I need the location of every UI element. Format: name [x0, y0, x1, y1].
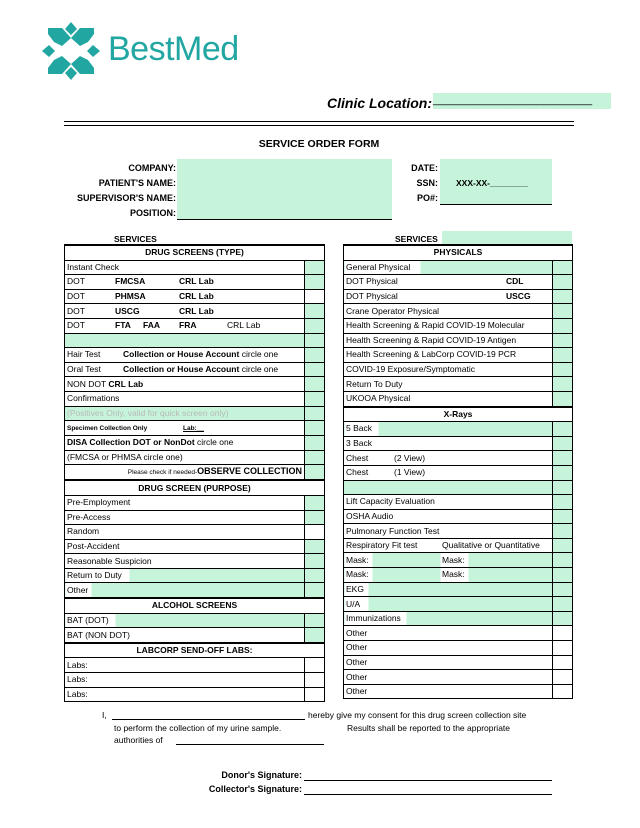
covid-pcr: Health Screening & LabCorp COVID-19 PCR [344, 348, 553, 363]
covid-pcr-box[interactable] [553, 348, 573, 363]
dot-physical-cdl-box[interactable] [553, 275, 573, 290]
dot-physical-cdl: DOT Physical CDL [344, 275, 553, 290]
labcorp-header: LABCORP SEND-OFF LABS: [65, 643, 325, 658]
other-2: Other [344, 641, 553, 656]
xray-blank-box[interactable] [553, 480, 573, 495]
table-row [344, 524, 573, 539]
other-1-box[interactable] [553, 626, 573, 641]
po-label: PO#: [416, 193, 438, 203]
disa-box[interactable] [305, 436, 325, 451]
table-row [65, 613, 325, 628]
table-row [65, 436, 325, 451]
table-row [344, 422, 573, 437]
hair-test-row: Hair Test Collection or House Account circle one [65, 348, 305, 363]
pulmonary-function: Pulmonary Function Test [344, 524, 553, 539]
table-row [344, 480, 573, 495]
table-row [65, 465, 325, 481]
left-services-table [64, 244, 325, 702]
other-3-box[interactable] [553, 655, 573, 670]
bat-dot: BAT (DOT) [65, 613, 305, 628]
consent-line-1: hereby give my consent for this drug screen collection site [308, 710, 527, 720]
logo-text: BestMed [108, 30, 239, 68]
labs-1-box[interactable] [305, 658, 325, 673]
purpose-pre-employment-box[interactable] [305, 495, 325, 510]
table-row [65, 539, 325, 554]
ekg-box[interactable] [553, 582, 573, 597]
crane-operator-box[interactable] [553, 304, 573, 319]
table-row [65, 362, 325, 377]
table-row [65, 495, 325, 510]
other-4: Other [344, 670, 553, 685]
dot-fta-row: DOT FTA FAA FRA CRL Lab [65, 318, 305, 333]
purpose-post-accident: Post-Accident [65, 539, 305, 554]
right-services-table [343, 244, 573, 699]
crane-operator: Crane Operator Physical [344, 304, 553, 319]
purpose-post-accident-box[interactable] [305, 539, 325, 554]
lift-capacity-box[interactable] [553, 495, 573, 510]
table-row [65, 406, 325, 421]
alcohol-header: ALCOHOL SCREENS [65, 598, 325, 613]
table-row [344, 348, 573, 363]
table-row [65, 318, 325, 333]
chest-2-view: Chest (2 View) [344, 451, 553, 466]
purpose-pre-employment: Pre-Employment [65, 495, 305, 510]
table-row [344, 626, 573, 641]
clinic-location-label: Clinic Location: [327, 95, 432, 111]
drug-purpose-header: DRUG SCREEN (PURPOSE) [65, 480, 325, 495]
disa-row: DISA Collection DOT or NonDot circle one [65, 436, 305, 451]
table-row [65, 673, 325, 688]
date-label: DATE: [411, 163, 438, 173]
divider-top-2 [64, 125, 574, 126]
three-back-box[interactable] [553, 436, 573, 451]
ukooa-physical: UKOOA Physical [344, 391, 553, 406]
table-row [65, 525, 325, 540]
dot-physical-uscg-box[interactable] [553, 289, 573, 304]
divider-top [64, 121, 574, 122]
date-field[interactable] [440, 159, 552, 175]
mask-row-1: Mask: Mask: [344, 553, 553, 568]
consent-name-line[interactable] [112, 708, 305, 720]
dot-phmsa-row: DOT PHMSA CRL Lab [65, 289, 305, 304]
table-row [344, 509, 573, 524]
patient-field[interactable] [177, 174, 392, 190]
table-row [344, 465, 573, 480]
chest-2-view-box[interactable] [553, 451, 573, 466]
purpose-pre-access: Pre-Access [65, 510, 305, 525]
collector-signature-label: Collector's Signature: [208, 784, 302, 794]
chest-1-view: Chest (1 View) [344, 465, 553, 480]
table-row [65, 510, 325, 525]
instant-check-box[interactable] [305, 260, 325, 275]
table-row [65, 421, 325, 436]
drug-type-header: DRUG SCREENS (TYPE) [65, 245, 325, 260]
return-to-duty-box[interactable] [553, 377, 573, 392]
table-row [344, 582, 573, 597]
purpose-random: Random [65, 525, 305, 540]
position-field[interactable] [177, 204, 392, 220]
dot-uscg-box[interactable] [305, 304, 325, 319]
donor-signature-line[interactable] [304, 768, 552, 781]
consent-i: I, [102, 710, 107, 720]
xray-blank[interactable] [344, 480, 553, 495]
purpose-return-to-duty-box[interactable] [305, 568, 325, 583]
respiratory-fit-box[interactable] [553, 538, 573, 553]
fmcsa-phmsa-row: (FMCSA or PHMSA circle one) [65, 450, 305, 465]
logo [40, 20, 280, 82]
supervisor-field[interactable] [177, 189, 392, 205]
table-row [344, 289, 573, 304]
table-row [344, 377, 573, 392]
pulmonary-function-box[interactable] [553, 524, 573, 539]
company-field[interactable] [177, 159, 392, 175]
table-row [65, 391, 325, 406]
left-services-header: SERVICES [114, 234, 157, 244]
osha-audio-box[interactable] [553, 509, 573, 524]
table-row [65, 687, 325, 702]
physicals-header: PHYSICALS [344, 245, 573, 260]
table-row [344, 304, 573, 319]
table-row [65, 333, 325, 348]
other-2-box[interactable] [553, 641, 573, 656]
blank-row-box[interactable] [305, 333, 325, 348]
general-physical-box[interactable] [553, 260, 573, 275]
supervisor-label: SUPERVISOR'S NAME: [77, 193, 176, 203]
positives-note: (Positives Only, valid for quick screen only) [65, 406, 305, 421]
three-back: 3 Back [344, 436, 553, 451]
table-row [65, 289, 325, 304]
purpose-reasonable-suspicion-box[interactable] [305, 554, 325, 569]
hair-test-box[interactable] [305, 348, 325, 363]
observe-box[interactable] [305, 465, 325, 481]
labs-2-box[interactable] [305, 673, 325, 688]
table-row [65, 260, 325, 275]
table-row [344, 362, 573, 377]
mask-row-1-box[interactable] [553, 553, 573, 568]
other-4-box[interactable] [553, 670, 573, 685]
covid-molecular-box[interactable] [553, 318, 573, 333]
other-5: Other [344, 684, 553, 699]
specimen-box[interactable] [305, 421, 325, 436]
covid-exposure: COVID-19 Exposure/Symptomatic [344, 362, 553, 377]
dot-phmsa-box[interactable] [305, 289, 325, 304]
ssn-label: SSN: [416, 178, 438, 188]
table-row [65, 377, 325, 392]
table-row [65, 628, 325, 643]
immunizations: Immunizations [344, 611, 553, 626]
logo-mark-icon [40, 20, 102, 82]
bat-non-dot: BAT (NON DOT) [65, 628, 305, 643]
five-back: 5 Back [344, 422, 553, 437]
instant-check: Instant Check [65, 260, 305, 275]
table-row [344, 538, 573, 553]
table-row [344, 451, 573, 466]
purpose-reasonable-suspicion: Reasonable Suspicion [65, 554, 305, 569]
confirmations-box[interactable] [305, 391, 325, 406]
oral-test-box[interactable] [305, 362, 325, 377]
consent-authorities-line[interactable] [176, 733, 324, 745]
bat-non-dot-box[interactable] [305, 628, 325, 643]
specimen-row: Specimen Collection Only Lab:__ [65, 421, 305, 436]
patient-label: PATIENT'S NAME: [98, 178, 176, 188]
table-row [344, 333, 573, 348]
covid-exposure-box[interactable] [553, 362, 573, 377]
table-row [344, 391, 573, 406]
table-row [344, 611, 573, 626]
collector-signature-line[interactable] [304, 782, 552, 795]
covid-molecular: Health Screening & Rapid COVID-19 Molecular [344, 318, 553, 333]
table-row [344, 553, 573, 568]
table-row [344, 670, 573, 685]
table-row [344, 436, 573, 451]
five-back-box[interactable] [553, 422, 573, 437]
oral-test-row: Oral Test Collection or House Account circle one [65, 362, 305, 377]
general-physical: General Physical [344, 260, 553, 275]
non-dot-box[interactable] [305, 377, 325, 392]
form-title: SERVICE ORDER FORM [258, 138, 380, 150]
osha-audio: OSHA Audio [344, 509, 553, 524]
table-row [344, 597, 573, 612]
right-services-fill [442, 231, 572, 244]
table-row [65, 275, 325, 290]
ua: U/A [344, 597, 553, 612]
positives-box[interactable] [305, 406, 325, 421]
purpose-random-box[interactable] [305, 525, 325, 540]
consent-line-2: to perform the collection of my urine sample. [114, 723, 282, 733]
ua-box[interactable] [553, 597, 573, 612]
purpose-return-to-duty: Return to Duty [65, 568, 305, 583]
non-dot-row: NON DOT CRL Lab [65, 377, 305, 392]
lift-capacity: Lift Capacity Evaluation [344, 495, 553, 510]
immunizations-box[interactable] [553, 611, 573, 626]
xrays-header: X-Rays [344, 407, 573, 422]
fmcsa-phmsa-box[interactable] [305, 450, 325, 465]
table-row [65, 450, 325, 465]
ekg: EKG [344, 582, 553, 597]
company-label: COMPANY: [128, 163, 176, 173]
table-row [344, 655, 573, 670]
table-row [344, 260, 573, 275]
table-row [344, 568, 573, 583]
dot-fta-box[interactable] [305, 318, 325, 333]
dot-fmcsa-row: DOT FMCSA CRL Lab [65, 275, 305, 290]
dot-uscg-row: DOT USCG CRL Lab [65, 304, 305, 319]
consent-line-3: Results shall be reported to the appropriate [347, 723, 511, 733]
table-row [344, 684, 573, 699]
table-row [65, 554, 325, 569]
purpose-other-box[interactable] [305, 583, 325, 598]
table-row [65, 304, 325, 319]
bat-dot-box[interactable] [305, 613, 325, 628]
table-row [344, 495, 573, 510]
other-3: Other [344, 655, 553, 670]
chest-1-view-box[interactable] [553, 465, 573, 480]
table-row [65, 658, 325, 673]
position-label: POSITION: [129, 208, 176, 218]
donor-signature-label: Donor's Signature: [221, 770, 302, 780]
labs-1: Labs: [65, 658, 305, 673]
ssn-value: XXX-XX-________ [456, 178, 528, 188]
purpose-other: Other [65, 583, 305, 598]
labs-2: Labs: [65, 673, 305, 688]
table-row [344, 641, 573, 656]
consent-line-4: authorities of [114, 735, 163, 745]
purpose-pre-access-box[interactable] [305, 510, 325, 525]
right-services-header: SERVICES [395, 234, 438, 244]
dot-physical-uscg: DOT Physical USCG [344, 289, 553, 304]
respiratory-fit: Respiratory Fit test Qualitative or Quantitative [344, 538, 553, 553]
covid-antigen-box[interactable] [553, 333, 573, 348]
table-row [65, 568, 325, 583]
labs-3-box[interactable] [305, 687, 325, 702]
labs-3: Labs: [65, 687, 305, 702]
table-row [65, 348, 325, 363]
mask-row-2: Mask: Mask: [344, 568, 553, 583]
table-row [344, 318, 573, 333]
covid-antigen: Health Screening & Rapid COVID-19 Antigen [344, 333, 553, 348]
clinic-location-blank: __________________________ [433, 94, 593, 106]
dot-fmcsa-box[interactable] [305, 275, 325, 290]
confirmations: Confirmations [65, 391, 305, 406]
other-5-box[interactable] [553, 684, 573, 699]
observe-row: Please check if needed-OBSERVE COLLECTION [65, 465, 305, 481]
return-to-duty: Return To Duty [344, 377, 553, 392]
table-row [65, 583, 325, 598]
table-row [344, 275, 573, 290]
ukooa-physical-box[interactable] [553, 391, 573, 406]
blank-row[interactable] [65, 333, 305, 348]
other-1: Other [344, 626, 553, 641]
po-field[interactable] [440, 189, 552, 205]
mask-row-2-box[interactable] [553, 568, 573, 583]
